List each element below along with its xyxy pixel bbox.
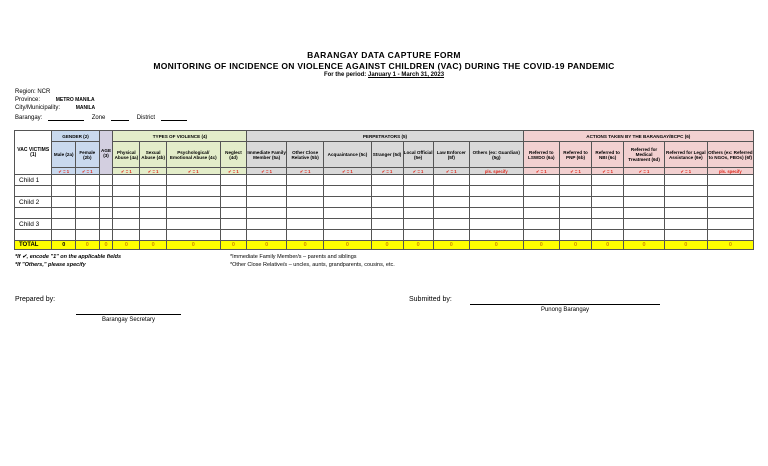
total-cell: 0 <box>220 241 247 250</box>
table-cell[interactable] <box>403 197 433 208</box>
table-cell[interactable] <box>523 208 559 219</box>
table-cell[interactable] <box>324 219 371 230</box>
table-cell[interactable] <box>247 175 287 186</box>
table-cell[interactable] <box>664 208 707 219</box>
zone-field[interactable] <box>111 114 129 121</box>
table-cell[interactable] <box>113 219 140 230</box>
table-cell[interactable] <box>113 197 140 208</box>
encode-mark: ✔ = 1 <box>523 168 559 175</box>
table-cell[interactable] <box>99 186 113 197</box>
table-cell[interactable] <box>592 230 624 241</box>
table-cell[interactable] <box>113 175 140 186</box>
table-cell[interactable] <box>469 219 523 230</box>
medical-header: Referred for Medical Treatment (6d) <box>624 142 665 168</box>
period-label: For the period: <box>323 72 367 78</box>
district-label: District <box>136 115 156 121</box>
region-line: Region: NCR <box>15 89 51 95</box>
table-cell[interactable] <box>113 230 140 241</box>
table-cell[interactable] <box>707 230 753 241</box>
submitted-by-label: Submitted by: <box>409 296 452 303</box>
table-cell[interactable] <box>220 186 247 197</box>
pnp-header: Referred to PNP (6b) <box>560 142 592 168</box>
period-value: January 1 - March 31, 2023 <box>367 72 445 78</box>
table-cell[interactable] <box>247 186 287 197</box>
table-cell[interactable] <box>707 186 753 197</box>
table-cell[interactable] <box>52 175 76 186</box>
submitted-signature-line[interactable] <box>470 304 660 305</box>
total-cell: 0 <box>560 241 592 250</box>
table-cell[interactable] <box>592 186 624 197</box>
table-cell[interactable] <box>52 197 76 208</box>
encode-mark: ✔ = 1 <box>371 168 403 175</box>
encode-mark: ✔ = 1 <box>433 168 469 175</box>
neglect-header: Neglect (4d) <box>220 142 247 168</box>
table-cell[interactable] <box>247 219 287 230</box>
table-cell[interactable] <box>433 230 469 241</box>
table-cell[interactable] <box>76 175 100 186</box>
violence-header: TYPES OF VIOLENCE (4) <box>113 131 247 142</box>
others-action-header: Others (ex: Referred to NGOs, FBOs) (6f) <box>707 142 753 168</box>
encode-mark: ✔ = 1 <box>140 168 167 175</box>
table-cell[interactable] <box>220 175 247 186</box>
table-cell[interactable] <box>167 197 221 208</box>
pls-specify: pls. specify <box>707 168 753 175</box>
encode-mark: ✔ = 1 <box>624 168 665 175</box>
table-row <box>15 230 754 241</box>
encode-mark: ✔ = 1 <box>220 168 247 175</box>
total-cell: 0 <box>469 241 523 250</box>
pls-specify: pls. specify <box>469 168 523 175</box>
psychological-abuse-header: Psychological/ Emotional Abuse (4c) <box>167 142 221 168</box>
encode-mark: ✔ = 1 <box>560 168 592 175</box>
table-cell[interactable] <box>140 230 167 241</box>
table-cell[interactable] <box>113 186 140 197</box>
total-cell: 0 <box>286 241 323 250</box>
encode-mark: ✔ = 1 <box>113 168 140 175</box>
note-others: *If "Others," please specify <box>15 262 86 268</box>
total-cell: 0 <box>99 241 113 250</box>
other-close-relative-header: Other Close Relative (5b) <box>286 142 323 168</box>
table-cell[interactable] <box>113 208 140 219</box>
total-cell: 0 <box>167 241 221 250</box>
stranger-header: Stranger (5d) <box>371 142 403 168</box>
table-cell[interactable] <box>140 186 167 197</box>
prepared-by-label: Prepared by: <box>15 296 56 303</box>
table-cell[interactable] <box>76 186 100 197</box>
acquaintance-header: Acquaintance (5c) <box>324 142 371 168</box>
table-cell[interactable] <box>247 230 287 241</box>
table-cell[interactable] <box>15 230 52 241</box>
table-cell[interactable] <box>664 175 707 186</box>
table-row <box>15 186 754 197</box>
table-cell[interactable] <box>247 197 287 208</box>
lswdo-header: Referred to LSWDO (6a) <box>523 142 559 168</box>
encode-mark: ✔ = 1 <box>52 168 76 175</box>
row-label: Child 1 <box>15 175 52 186</box>
row-label: Child 2 <box>15 197 52 208</box>
barangay-field[interactable] <box>48 114 84 121</box>
province-value: METRO MANILA <box>55 97 95 103</box>
total-cell: 0 <box>523 241 559 250</box>
table-cell[interactable] <box>592 197 624 208</box>
table-cell[interactable] <box>371 219 403 230</box>
encode-mark: ✔ = 1 <box>664 168 707 175</box>
table-cell[interactable] <box>469 186 523 197</box>
table-cell[interactable] <box>15 186 52 197</box>
table-cell[interactable] <box>324 186 371 197</box>
table-cell[interactable] <box>286 219 323 230</box>
barangay-line <box>15 114 187 121</box>
table-cell[interactable] <box>52 208 76 219</box>
city-value: MANILA <box>75 105 96 111</box>
table-cell[interactable] <box>167 230 221 241</box>
table-cell[interactable] <box>76 219 100 230</box>
table-cell[interactable] <box>664 197 707 208</box>
table-cell[interactable] <box>371 208 403 219</box>
table-cell[interactable] <box>324 208 371 219</box>
immediate-family-header: Immediate Family Member (5a) <box>247 142 287 168</box>
table-cell[interactable] <box>523 186 559 197</box>
total-label: TOTAL <box>15 241 52 250</box>
total-cell: 0 <box>371 241 403 250</box>
encode-mark: ✔ = 1 <box>76 168 100 175</box>
total-cell: 0 <box>707 241 753 250</box>
table-cell[interactable] <box>220 219 247 230</box>
zone-label: Zone <box>91 115 106 121</box>
table-cell[interactable] <box>469 230 523 241</box>
total-cell: 0 <box>76 241 100 250</box>
encode-mark: ✔ = 1 <box>247 168 287 175</box>
vac-data-table <box>14 130 754 250</box>
table-cell[interactable] <box>99 230 113 241</box>
table-cell[interactable] <box>52 186 76 197</box>
table-cell[interactable] <box>247 208 287 219</box>
encode-mark: ✔ = 1 <box>324 168 371 175</box>
table-cell[interactable] <box>371 197 403 208</box>
encode-mark: ✔ = 1 <box>286 168 323 175</box>
age-header: AGE (3) <box>99 131 113 175</box>
table-cell[interactable] <box>560 175 592 186</box>
district-field[interactable] <box>161 114 187 121</box>
table-cell[interactable] <box>99 197 113 208</box>
total-cell: 0 <box>664 241 707 250</box>
legal-header: Referred for Legal Assistance (6e) <box>664 142 707 168</box>
table-cell[interactable] <box>371 175 403 186</box>
total-cell: 0 <box>140 241 167 250</box>
total-cell: 0 <box>324 241 371 250</box>
table-cell[interactable] <box>140 208 167 219</box>
table-cell[interactable] <box>286 175 323 186</box>
encode-row <box>15 168 754 175</box>
table-cell[interactable] <box>433 208 469 219</box>
table-cell[interactable] <box>324 197 371 208</box>
sexual-abuse-header: Sexual Abuse (4b) <box>140 142 167 168</box>
table-cell[interactable] <box>523 197 559 208</box>
physical-abuse-header: Physical Abuse (4a) <box>113 142 140 168</box>
table-cell[interactable] <box>220 208 247 219</box>
table-cell[interactable] <box>560 186 592 197</box>
table-cell[interactable] <box>167 186 221 197</box>
table-cell[interactable] <box>52 219 76 230</box>
table-cell[interactable] <box>324 175 371 186</box>
total-row <box>15 241 754 250</box>
table-cell[interactable] <box>624 219 665 230</box>
table-cell[interactable] <box>76 208 100 219</box>
table-cell[interactable] <box>523 230 559 241</box>
table-cell[interactable] <box>523 175 559 186</box>
city-line <box>15 105 95 111</box>
table-cell[interactable] <box>324 230 371 241</box>
law-enforcer-header: Law Enforcer (5f) <box>433 142 469 168</box>
table-cell[interactable] <box>664 219 707 230</box>
province-label: Province: <box>15 97 41 103</box>
prepared-role: Barangay Secretary <box>101 317 156 323</box>
table-cell[interactable] <box>469 197 523 208</box>
table-cell[interactable] <box>523 219 559 230</box>
province-line <box>15 97 95 103</box>
table-cell[interactable] <box>76 197 100 208</box>
table-cell[interactable] <box>220 230 247 241</box>
note-other-close-relative: *Other Close Relative/s – uncles, aunts, grandparents, cousins, etc. <box>230 262 395 268</box>
table-cell[interactable] <box>624 186 665 197</box>
table-cell[interactable] <box>403 186 433 197</box>
total-cell: 0 <box>433 241 469 250</box>
table-cell[interactable] <box>167 175 221 186</box>
gender-header: GENDER (2) <box>52 131 99 142</box>
table-cell[interactable] <box>664 186 707 197</box>
male-header: Male (2a) <box>52 142 76 168</box>
form-subtitle: MONITORING OF INCIDENCE ON VIOLENCE AGAINST CHILDREN (VAC) DURING THE COVID-19 PANDEMIC <box>153 61 615 71</box>
table-cell[interactable] <box>469 208 523 219</box>
table-cell[interactable] <box>371 186 403 197</box>
table-cell[interactable] <box>624 208 665 219</box>
table-cell[interactable] <box>560 208 592 219</box>
table-cell[interactable] <box>624 197 665 208</box>
table-cell[interactable] <box>286 208 323 219</box>
encode-mark: ✔ = 1 <box>167 168 221 175</box>
total-cell: 0 <box>624 241 665 250</box>
city-label: City/Municipality: <box>15 105 61 111</box>
table-row <box>15 208 754 219</box>
table-cell[interactable] <box>560 219 592 230</box>
table-cell[interactable] <box>664 230 707 241</box>
table-cell[interactable] <box>707 175 753 186</box>
table-cell[interactable] <box>167 208 221 219</box>
table-cell[interactable] <box>433 219 469 230</box>
table-cell[interactable] <box>592 175 624 186</box>
perpetrators-header: PERPETRATORS (5) <box>247 131 523 142</box>
table-cell[interactable] <box>76 230 100 241</box>
others-perpetrator-header: Others (ex: Guardian) (5g) <box>469 142 523 168</box>
encode-mark: ✔ = 1 <box>403 168 433 175</box>
actions-header: ACTIONS TAKEN BY THE BARANGAY/BCPC (6) <box>523 131 753 142</box>
table-cell[interactable] <box>433 186 469 197</box>
total-cell: 0 <box>403 241 433 250</box>
note-encode: *If ✔, encode "1" on the applicable fields <box>15 254 122 260</box>
total-cell: 0 <box>592 241 624 250</box>
prepared-signature-line[interactable] <box>76 314 181 315</box>
table-cell[interactable] <box>220 197 247 208</box>
table-row <box>15 197 754 208</box>
table-cell[interactable] <box>286 197 323 208</box>
table-cell[interactable] <box>99 208 113 219</box>
table-cell[interactable] <box>15 208 52 219</box>
table-row <box>15 219 754 230</box>
table-cell[interactable] <box>403 175 433 186</box>
table-cell[interactable] <box>371 230 403 241</box>
table-cell[interactable] <box>403 219 433 230</box>
table-cell[interactable] <box>433 175 469 186</box>
table-cell[interactable] <box>560 230 592 241</box>
table-cell[interactable] <box>286 186 323 197</box>
nbi-header: Referred to NBI (6c) <box>592 142 624 168</box>
table-cell[interactable] <box>624 175 665 186</box>
encode-mark: ✔ = 1 <box>592 168 624 175</box>
total-cell: 0 <box>52 241 76 250</box>
female-header: Female (2b) <box>76 142 100 168</box>
note-immediate-family: *Immediate Family Member/s – parents and siblings <box>230 254 357 260</box>
row-label: Child 3 <box>15 219 52 230</box>
table-cell[interactable] <box>469 175 523 186</box>
table-cell[interactable] <box>707 197 753 208</box>
table-cell[interactable] <box>140 197 167 208</box>
table-cell[interactable] <box>707 219 753 230</box>
table-cell[interactable] <box>592 219 624 230</box>
total-cell: 0 <box>247 241 287 250</box>
table-cell[interactable] <box>707 208 753 219</box>
table-cell[interactable] <box>624 230 665 241</box>
period-line <box>0 72 768 78</box>
form-title: BARANGAY DATA CAPTURE FORM <box>307 50 461 60</box>
table-cell[interactable] <box>403 230 433 241</box>
local-official-header: Local Official (5e) <box>403 142 433 168</box>
table-cell[interactable] <box>592 208 624 219</box>
table-cell[interactable] <box>167 219 221 230</box>
barangay-label: Barangay: <box>15 115 43 121</box>
table-cell[interactable] <box>433 197 469 208</box>
table-cell[interactable] <box>286 230 323 241</box>
table-cell[interactable] <box>560 197 592 208</box>
vac-victims-header: VAC VICTIMS (1) <box>15 131 52 175</box>
table-cell[interactable] <box>99 219 113 230</box>
table-cell[interactable] <box>140 219 167 230</box>
submitted-role: Punong Barangay <box>540 307 590 313</box>
total-cell: 0 <box>113 241 140 250</box>
table-row <box>15 175 754 186</box>
table-cell[interactable] <box>403 208 433 219</box>
table-cell[interactable] <box>99 175 113 186</box>
table-cell[interactable] <box>140 175 167 186</box>
table-cell[interactable] <box>52 230 76 241</box>
